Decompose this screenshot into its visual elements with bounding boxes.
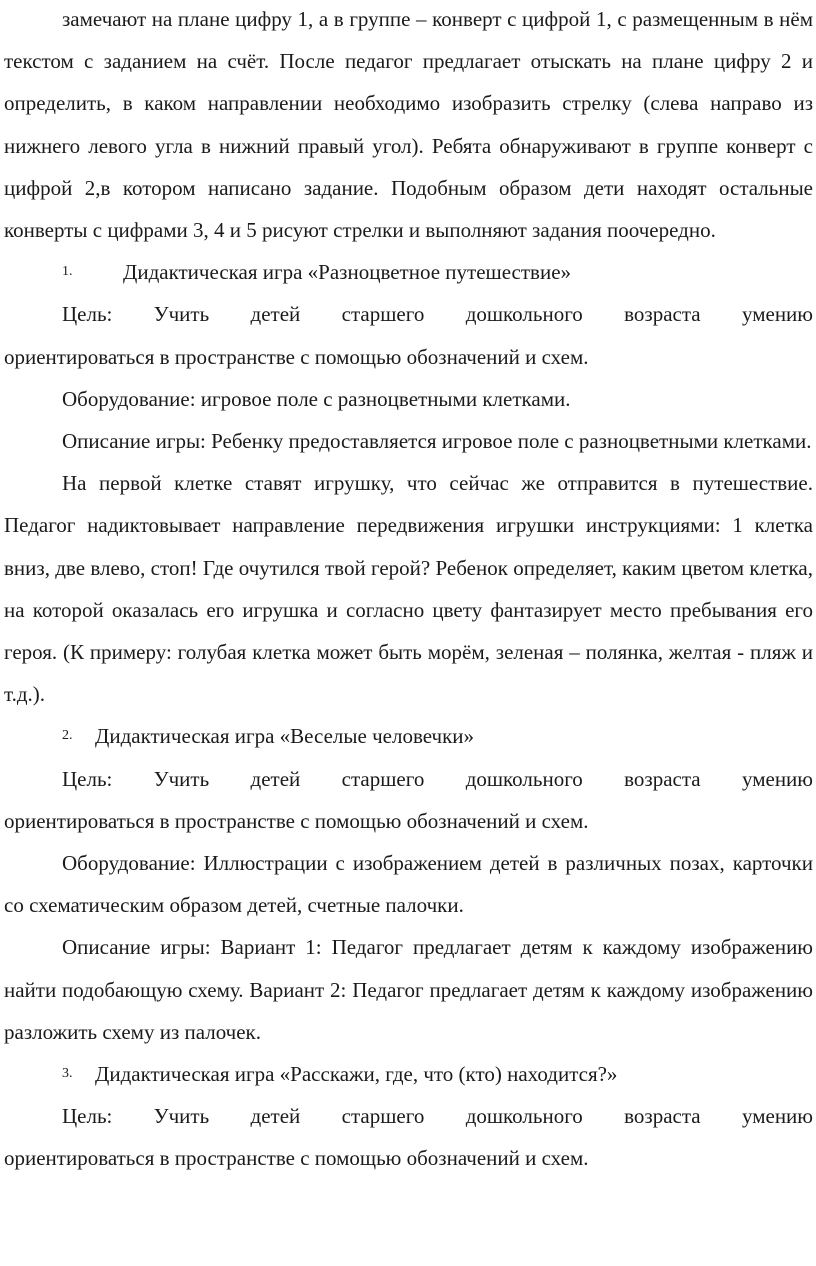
- goal-word: возраста: [624, 766, 701, 791]
- game-goal-3: [4, 1095, 813, 1137]
- game-heading-3: [4, 1053, 813, 1095]
- game-number-2: 2.: [62, 728, 73, 744]
- goal-word: умению: [741, 302, 813, 327]
- goal-word: Учить: [153, 302, 210, 327]
- goal-word: детей: [250, 1104, 301, 1129]
- game-description-2: Описание игры: Вариант 1: Педагог предлагает детям к каждому изображению найти подобающую схему. Вариант 2: Педагог предлагает детям к каждому изображению разложить схему из палочек.: [4, 935, 813, 1044]
- goal-word: детей: [250, 766, 301, 791]
- goal-word: дошкольного: [465, 302, 583, 327]
- goal-word: умению: [741, 766, 813, 791]
- goal-word: умению: [741, 1104, 813, 1129]
- goal-word: Цель:: [62, 302, 113, 327]
- goal-word: возраста: [624, 1104, 701, 1129]
- game-description-1: Описание игры: Ребенку предоставляется игровое поле с разноцветными клетками.: [62, 429, 812, 454]
- goal-word: Учить: [153, 1104, 210, 1129]
- game-heading-1: [4, 251, 813, 293]
- game-title-3: Дидактическая игра «Расскажи, где, что (кто) находится?»: [95, 1062, 618, 1087]
- goal-word: старшего: [341, 1104, 425, 1129]
- game-equipment-1: Оборудование: игровое поле с разноцветными клетками.: [62, 386, 571, 411]
- goal-word: Цель:: [62, 766, 113, 791]
- goal-word: детей: [250, 302, 301, 327]
- game-number-1: 1.: [62, 264, 73, 280]
- game-equipment-2: Оборудование: Иллюстрации с изображением детей в различных позах, карточки со схематическим образом детей, счетные палочки.: [4, 851, 813, 918]
- game-goal-continuation-3: ориентироваться в пространстве с помощью обозначений и схем.: [4, 1146, 589, 1171]
- game-number-3: 3.: [62, 1066, 73, 1082]
- goal-word: дошкольного: [465, 1104, 583, 1129]
- document-body: [4, 0, 813, 1180]
- goal-word: Учить: [153, 766, 210, 791]
- game-goal-continuation-1: ориентироваться в пространстве с помощью обозначений и схем.: [4, 344, 589, 369]
- goal-word: возраста: [624, 302, 701, 327]
- goal-word: Цель:: [62, 1104, 113, 1129]
- game-title-2: Дидактическая игра «Веселые человечки»: [95, 724, 475, 749]
- game-goal-2: [4, 758, 813, 800]
- game-extra-paragraph-1: На первой клетке ставят игрушку, что сейчас же отправится в путешествие. Педагог надиктовывает направление передвижения игрушки инструкциями: 1 клетка вниз, две влево, стоп! Где очутился твой герой? Ребенок определяет, каким цветом клетка, на которой оказалась его игрушка и согласно цвету фантазирует место пребывания его героя. (К примеру: голубая клетка может быть морём, зеленая – полянка, желтая - пляж и т.д.).: [4, 471, 813, 707]
- goal-word: старшего: [341, 766, 425, 791]
- goal-word: дошкольного: [465, 766, 583, 791]
- game-heading-2: [4, 715, 813, 757]
- game-goal-1: [4, 293, 813, 335]
- game-title-1: Дидактическая игра «Разноцветное путешествие»: [123, 260, 572, 285]
- game-goal-continuation-2: ориентироваться в пространстве с помощью обозначений и схем.: [4, 808, 589, 833]
- goal-word: старшего: [341, 302, 425, 327]
- intro-paragraph: замечают на плане цифру 1, а в группе – конверт с цифрой 1, с размещенным в нём текстом с заданием на счёт. После педагог предлагает отыскать на плане цифру 2 и определить, в каком направлении необходимо изобразить стрелку (слева направо из нижнего левого угла в нижний правый угол). Ребята обнаруживают в группе конверт с цифрой 2,в котором написано задание. Подобным образом дети находят остальные конверты с цифрами 3, 4 и 5 рисуют стрелки и выполняют задания поочередно.: [4, 7, 813, 243]
